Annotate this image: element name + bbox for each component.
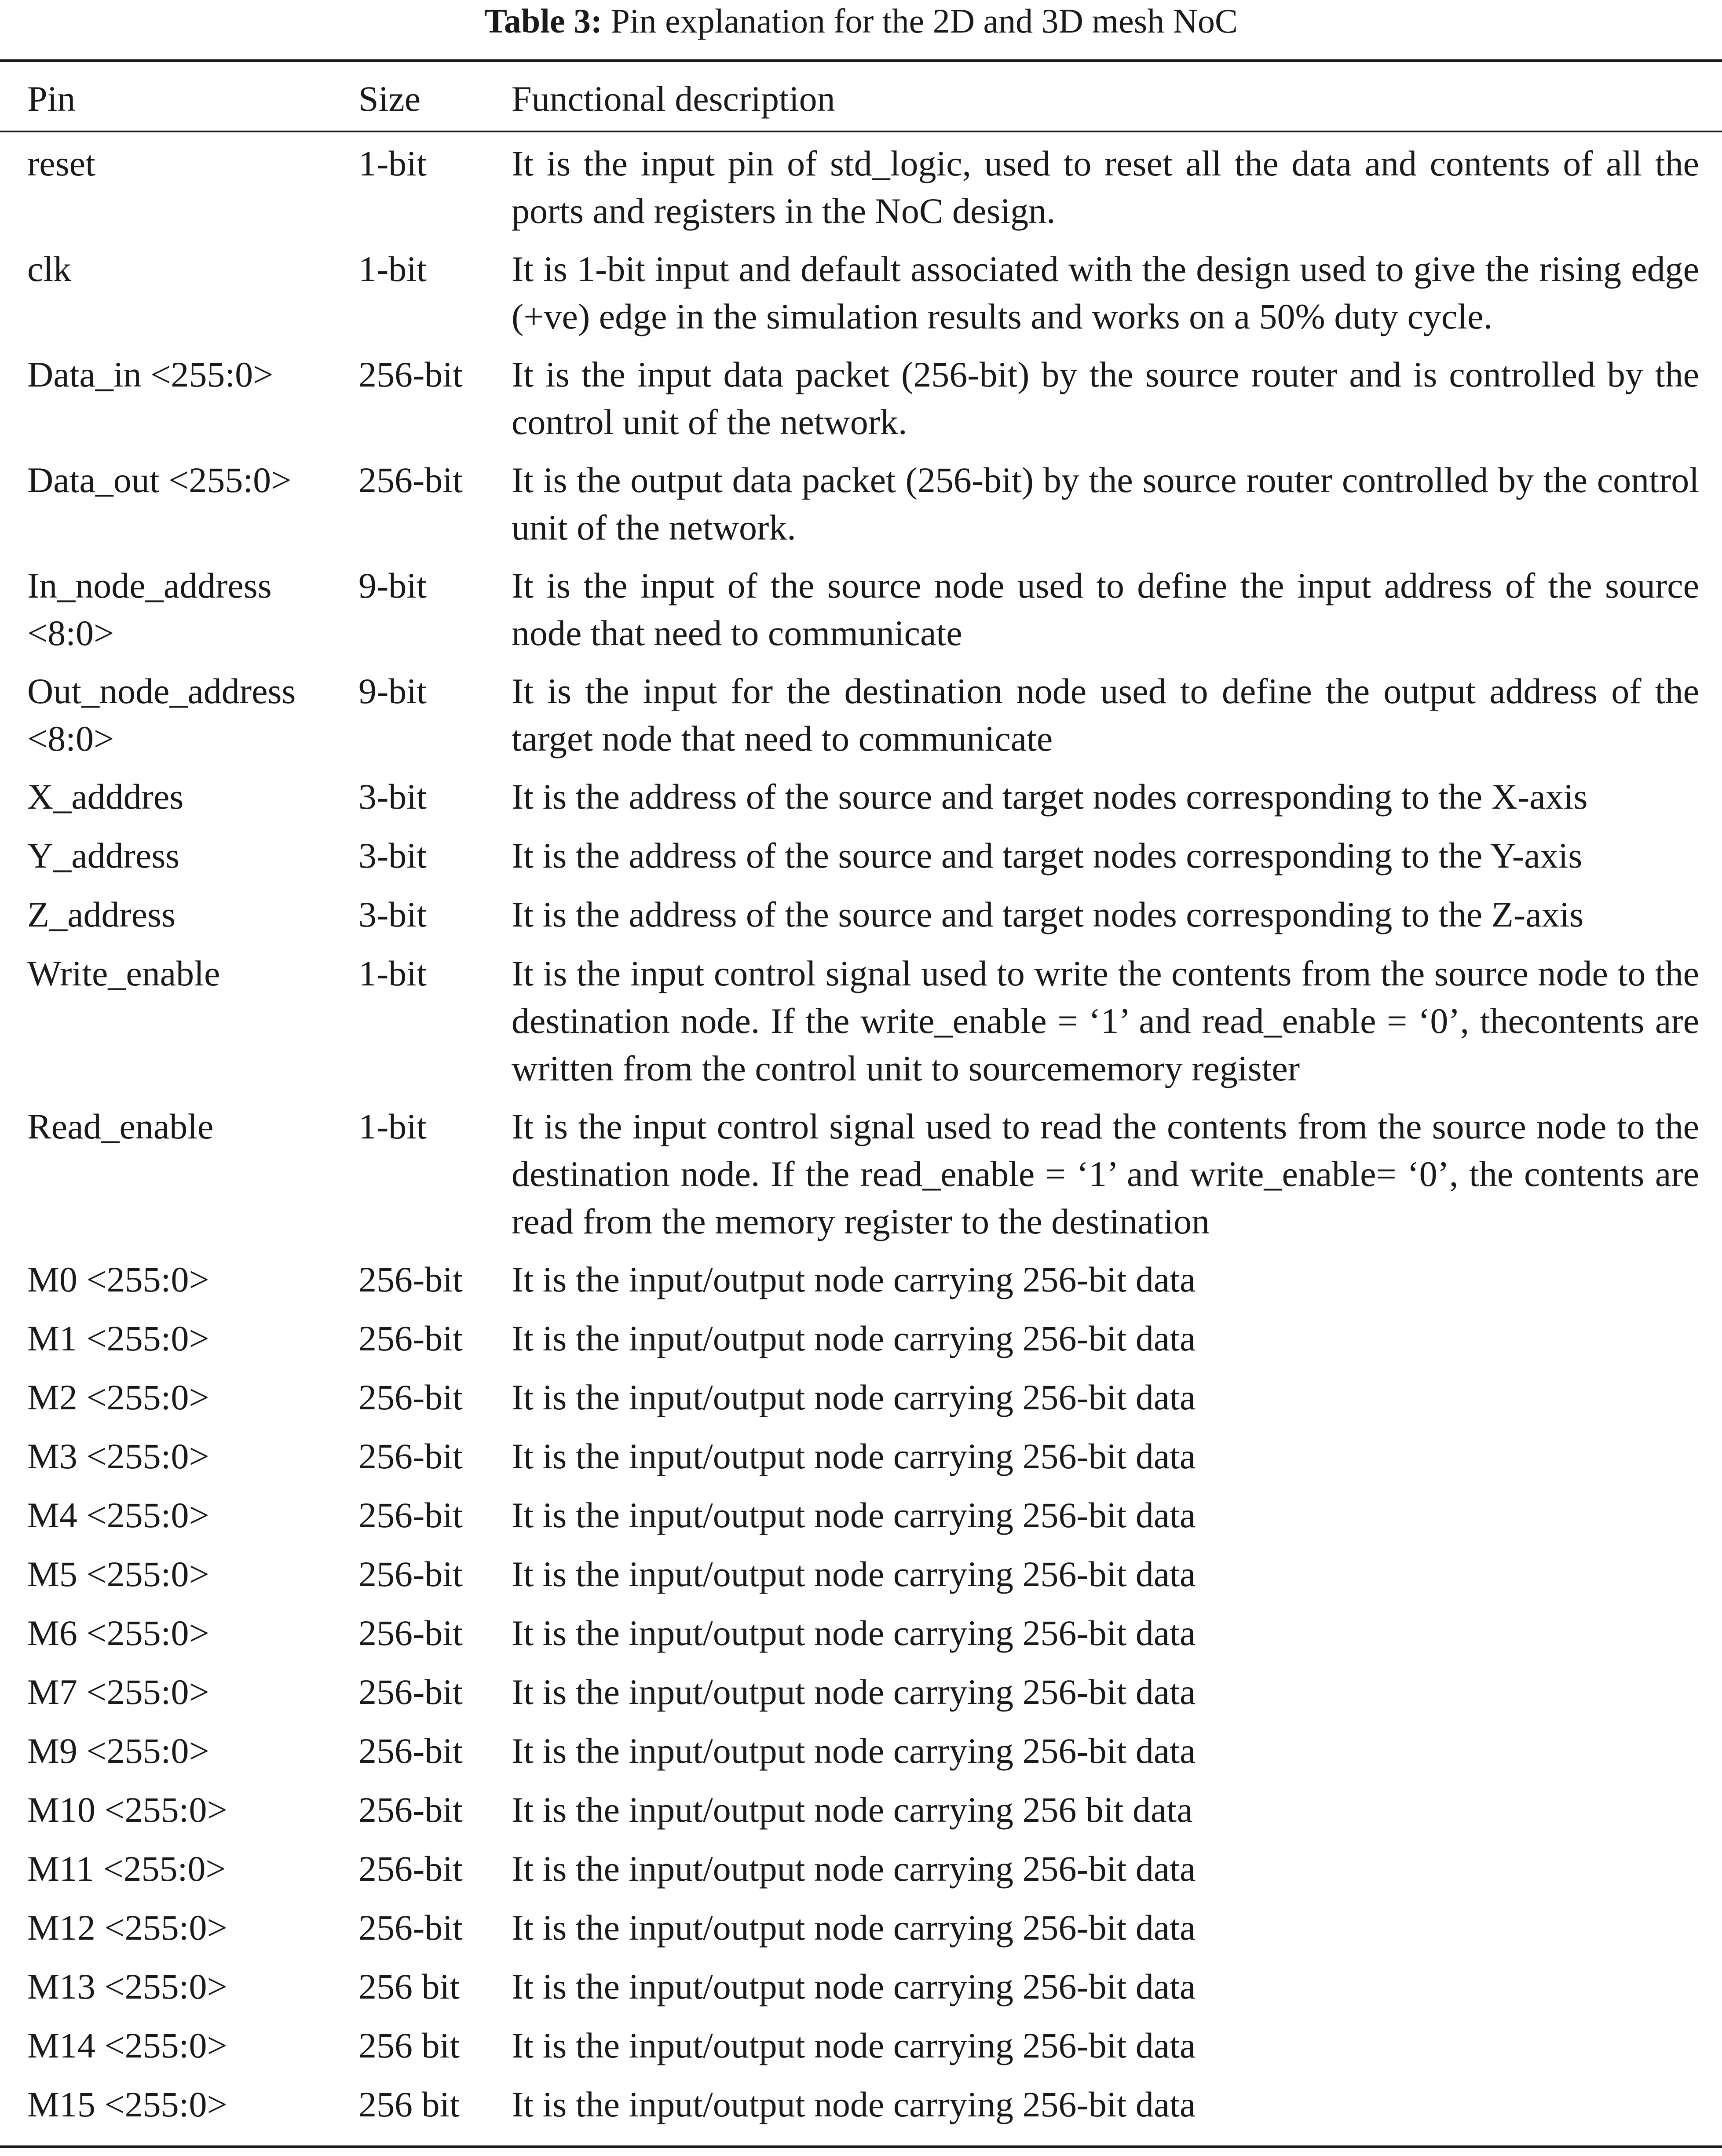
table-row: [0, 351, 1722, 446]
pin-cell: M14 <255:0>: [27, 2025, 227, 2065]
pin-cell: M13 <255:0>: [27, 1966, 227, 2006]
pin-cell: M15 <255:0>: [27, 2084, 227, 2124]
table-row: [0, 1550, 1722, 1598]
table-row: [0, 832, 1722, 879]
description-cell: It is 1-bit input and default associated with the design used to give the rising edge (+ve) edge in the simulation results and works on a 50% duty cycle.: [512, 249, 1699, 336]
table-row: [0, 1315, 1722, 1362]
size-cell: 256-bit: [358, 1613, 463, 1653]
description-cell: It is the input/output node carrying 256-bit data: [512, 1966, 1196, 2006]
size-cell: 3-bit: [358, 777, 427, 817]
header-description: Functional description: [512, 79, 835, 119]
pin-cell: Data_in <255:0>: [27, 354, 274, 394]
table-header-row: [0, 77, 1722, 121]
header-pin: Pin: [27, 79, 76, 119]
size-cell: 256-bit: [358, 1377, 463, 1417]
pin-cell: M6 <255:0>: [27, 1613, 209, 1653]
pin-cell: M7 <255:0>: [27, 1672, 209, 1712]
size-cell: 1-bit: [358, 143, 427, 183]
size-cell: 3-bit: [358, 835, 427, 876]
size-cell: 256-bit: [358, 1436, 463, 1476]
pin-cell: Out_node_address <8:0>: [27, 671, 296, 759]
table-row: [0, 2081, 1722, 2128]
pin-cell: Data_out <255:0>: [27, 460, 292, 500]
description-cell: It is the input/output node carrying 256-bit data: [512, 1908, 1196, 1948]
description-cell: It is the address of the source and target nodes corresponding to the Y-axis: [512, 835, 1583, 876]
description-cell: It is the input pin of std_logic, used to reset all the data and contents of all the ports and registers in the NoC design.: [512, 143, 1699, 231]
size-cell: 1-bit: [358, 249, 427, 289]
description-cell: It is the input/output node carrying 256-bit data: [512, 1495, 1196, 1535]
table-top-rule: [0, 59, 1722, 62]
size-cell: 256-bit: [358, 1908, 463, 1948]
pin-cell: M5 <255:0>: [27, 1554, 209, 1594]
table-row: [0, 1374, 1722, 1421]
table-row: [0, 1845, 1722, 1893]
table-row: [0, 245, 1722, 340]
size-cell: 256 bit: [358, 2025, 460, 2065]
pin-cell: M4 <255:0>: [27, 1495, 209, 1535]
size-cell: 1-bit: [358, 953, 427, 993]
table-row: [0, 891, 1722, 938]
table-row: [0, 1433, 1722, 1480]
pin-cell: Read_enable: [27, 1106, 214, 1146]
pin-cell: M2 <255:0>: [27, 1377, 209, 1417]
size-cell: 256-bit: [358, 1790, 463, 1830]
table-row: [0, 950, 1722, 1092]
table-row: [0, 1668, 1722, 1716]
size-cell: 256-bit: [358, 1495, 463, 1535]
description-cell: It is the output data packet (256-bit) by the source router controlled by the control unit of the network.: [512, 460, 1699, 547]
table-bottom-rule: [0, 2145, 1722, 2148]
table-caption-text: Pin explanation for the 2D and 3D mesh NoC: [611, 2, 1238, 40]
description-cell: It is the input of the source node used to define the input address of the source node that need to communicate: [512, 565, 1699, 653]
description-cell: It is the input/output node carrying 256-bit data: [512, 2084, 1196, 2124]
pin-cell: Z_address: [27, 894, 176, 934]
table-row: [0, 140, 1722, 235]
pin-cell: M12 <255:0>: [27, 1908, 227, 1948]
description-cell: It is the address of the source and target nodes corresponding to the X-axis: [512, 777, 1588, 817]
description-cell: It is the input/output node carrying 256-bit data: [512, 1318, 1196, 1358]
size-cell: 256-bit: [358, 1554, 463, 1594]
description-cell: It is the input control signal used to read the contents from the source node to the destination node. If the read_enable = ‘1’ and write_enable= ‘0’, the contents are read from the memory register to the destination: [512, 1106, 1699, 1241]
pin-cell: Y_address: [27, 835, 180, 876]
description-cell: It is the address of the source and target nodes corresponding to the Z-axis: [512, 894, 1584, 934]
size-cell: 256-bit: [358, 1259, 463, 1299]
size-cell: 256-bit: [358, 1672, 463, 1712]
size-cell: 3-bit: [358, 894, 427, 934]
description-cell: It is the input data packet (256-bit) by the source router and is controlled by the control unit of the network.: [512, 354, 1699, 442]
table-row: [0, 562, 1722, 657]
pin-cell: M10 <255:0>: [27, 1790, 227, 1830]
table-row: [0, 456, 1722, 551]
size-cell: 256-bit: [358, 1849, 463, 1889]
table-row: [0, 1727, 1722, 1775]
pin-cell: Write_enable: [27, 953, 220, 993]
pin-cell: clk: [27, 249, 72, 289]
size-cell: 256 bit: [358, 1966, 460, 2006]
size-cell: 9-bit: [358, 671, 427, 711]
size-cell: 9-bit: [358, 565, 427, 606]
table-row: [0, 1256, 1722, 1303]
table-row: [0, 668, 1722, 762]
size-cell: 256-bit: [358, 460, 463, 500]
description-cell: It is the input/output node carrying 256-bit data: [512, 1554, 1196, 1594]
size-cell: 256-bit: [358, 1318, 463, 1358]
table-header-rule: [0, 131, 1722, 132]
description-cell: It is the input/output node carrying 256 bit data: [512, 1790, 1193, 1830]
pin-cell: M3 <255:0>: [27, 1436, 209, 1476]
size-cell: 1-bit: [358, 1106, 427, 1146]
table-row: [0, 1904, 1722, 1952]
pin-cell: reset: [27, 143, 95, 183]
description-cell: It is the input/output node carrying 256-bit data: [512, 1672, 1196, 1712]
pin-cell: X_adddres: [27, 777, 184, 817]
header-size: Size: [358, 79, 421, 119]
description-cell: It is the input for the destination node used to define the output address of the target node that need to communicate: [512, 671, 1699, 759]
pin-cell: In_node_address <8:0>: [27, 565, 272, 653]
pin-cell: M11 <255:0>: [27, 1849, 226, 1889]
description-cell: It is the input control signal used to write the contents from the source node to the destination node. If the write_enable = ‘1’ and read_enable = ‘0’, thecontents are written from the control unit to sourcememory register: [512, 953, 1699, 1088]
table-row: [0, 1963, 1722, 2010]
description-cell: It is the input/output node carrying 256-bit data: [512, 1849, 1196, 1889]
description-cell: It is the input/output node carrying 256-bit data: [512, 1377, 1196, 1417]
pin-cell: M9 <255:0>: [27, 1731, 209, 1771]
pin-cell: M1 <255:0>: [27, 1318, 209, 1358]
description-cell: It is the input/output node carrying 256-bit data: [512, 1436, 1196, 1476]
description-cell: It is the input/output node carrying 256-bit data: [512, 1259, 1196, 1299]
table-row: [0, 773, 1722, 821]
table-caption-label: Table 3:: [484, 2, 603, 40]
table-caption: [0, 0, 1722, 44]
table-row: [0, 2022, 1722, 2069]
table-row: [0, 1609, 1722, 1657]
table-row: [0, 1786, 1722, 1834]
size-cell: 256 bit: [358, 2084, 460, 2124]
table-row: [0, 1492, 1722, 1539]
size-cell: 256-bit: [358, 1731, 463, 1771]
pin-cell: M0 <255:0>: [27, 1259, 209, 1299]
size-cell: 256-bit: [358, 354, 463, 394]
description-cell: It is the input/output node carrying 256-bit data: [512, 1613, 1196, 1653]
description-cell: It is the input/output node carrying 256-bit data: [512, 1731, 1196, 1771]
table-row: [0, 1103, 1722, 1245]
description-cell: It is the input/output node carrying 256-bit data: [512, 2025, 1196, 2065]
